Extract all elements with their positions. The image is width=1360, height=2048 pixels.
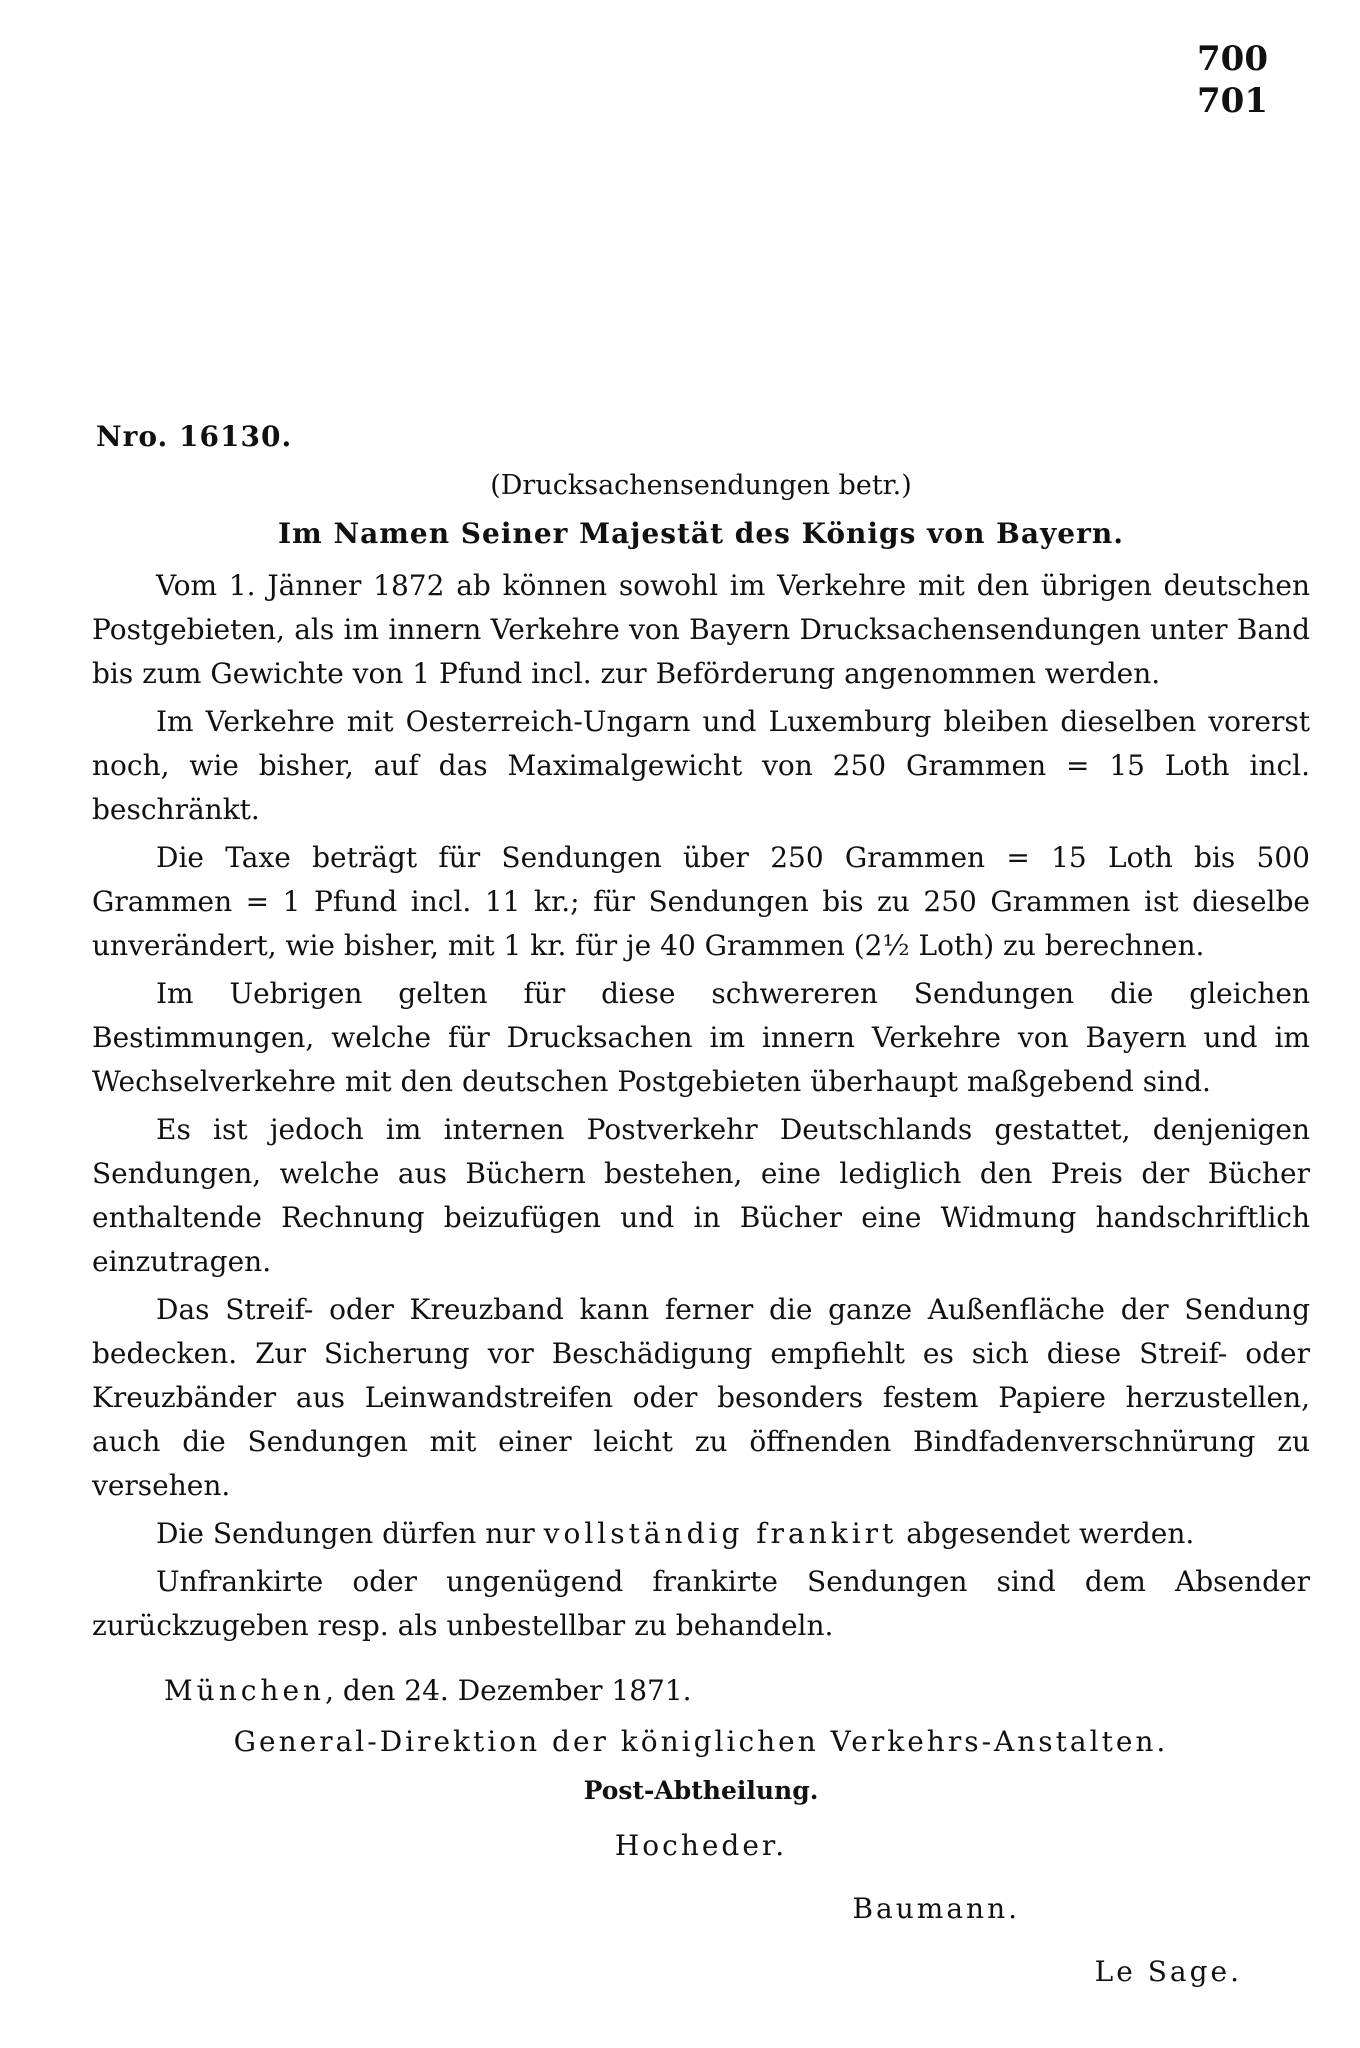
paragraph-7-before: Die Sendungen dürfen nur [156,1517,544,1550]
page-numbers [1197,38,1268,122]
paragraph-7 [92,1512,1310,1556]
document-body [92,470,1310,1988]
document-number: Nro. 16130. [96,420,293,453]
subject-line: (Drucksachensendungen betr.) [490,470,912,501]
page-number-right: 701 [1197,81,1268,121]
date-text: , den 24. Dezember 1871. [325,1674,692,1707]
paragraph-8: Unfrankirte oder ungenügend frankirte Sendungen sind dem Absender zurückzugeben resp. als unbestellbar zu behandeln. [92,1565,1310,1642]
date-line [164,1674,1310,1707]
signature-block [92,1674,1310,1988]
signer-baumann: Baumann. [852,1892,1020,1925]
paragraph-1: Vom 1. Jänner 1872 ab können sowohl im Verkehre mit den übrigen deutschen Postgebieten, als im innern Verkehre von Bayern Drucksachensendungen unter Band bis zum Gewichte von 1 Pfund incl. zur Beförderung angenommen werden. [92,569,1310,690]
signer-hocheder: Hocheder. [614,1829,788,1862]
place-name: München [164,1674,326,1707]
paragraph-2: Im Verkehre mit Oesterreich-Ungarn und Luxemburg bleiben dieselben vorerst noch, wie bisher, auf das Maximalgewicht von 250 Grammen = 15 Loth incl. beschränkt. [92,705,1310,826]
paragraph-4: Im Uebrigen gelten für diese schwereren Sendungen die gleichen Bestimmungen, welche für Drucksachen im innern Verkehre von Bayern und im Wechselverkehre mit den deutschen Postgebieten überhaupt maßgebend sind. [92,977,1310,1098]
paragraph-7-after: abgesendet werden. [897,1517,1195,1550]
page-number-left: 700 [1197,39,1268,79]
royal-heading: Im Namen Seiner Majestät des Königs von Bayern. [278,517,1124,550]
paragraph-3: Die Taxe beträgt für Sendungen über 250 Grammen = 15 Loth bis 500 Grammen = 1 Pfund incl. 11 kr.; für Sendungen bis zu 250 Grammen ist dieselbe unverändert, wie bisher, mit 1 kr. für je 40 Grammen (2½ Loth) zu berechnen. [92,841,1310,962]
department-title: General-Direktion der königlichen Verkehrs-Anstalten. [233,1725,1169,1758]
signer-le-sage: Le Sage. [1094,1955,1242,1988]
paragraph-6: Das Streif- oder Kreuzband kann ferner die ganze Außenfläche der Sendung bedecken. Zur Sicherung vor Beschädigung empfiehlt es sich diese Streif- oder Kreuzbänder aus Leinwandstreifen oder besonders festem Papiere herzustellen, auch die Sendungen mit einer leicht zu öffnenden Bindfadenverschnürung zu versehen. [92,1293,1310,1502]
paragraph-7-emphasis: vollständig frankirt [543,1517,898,1550]
sub-department: Post-Abtheilung. [583,1776,819,1805]
paragraph-5: Es ist jedoch im internen Postverkehr Deutschlands gestattet, denjenigen Sendungen, welche aus Büchern bestehen, eine lediglich den Preis der Bücher enthaltende Rechnung beizufügen und in Bücher eine Widmung handschriftlich einzutragen. [92,1113,1310,1278]
